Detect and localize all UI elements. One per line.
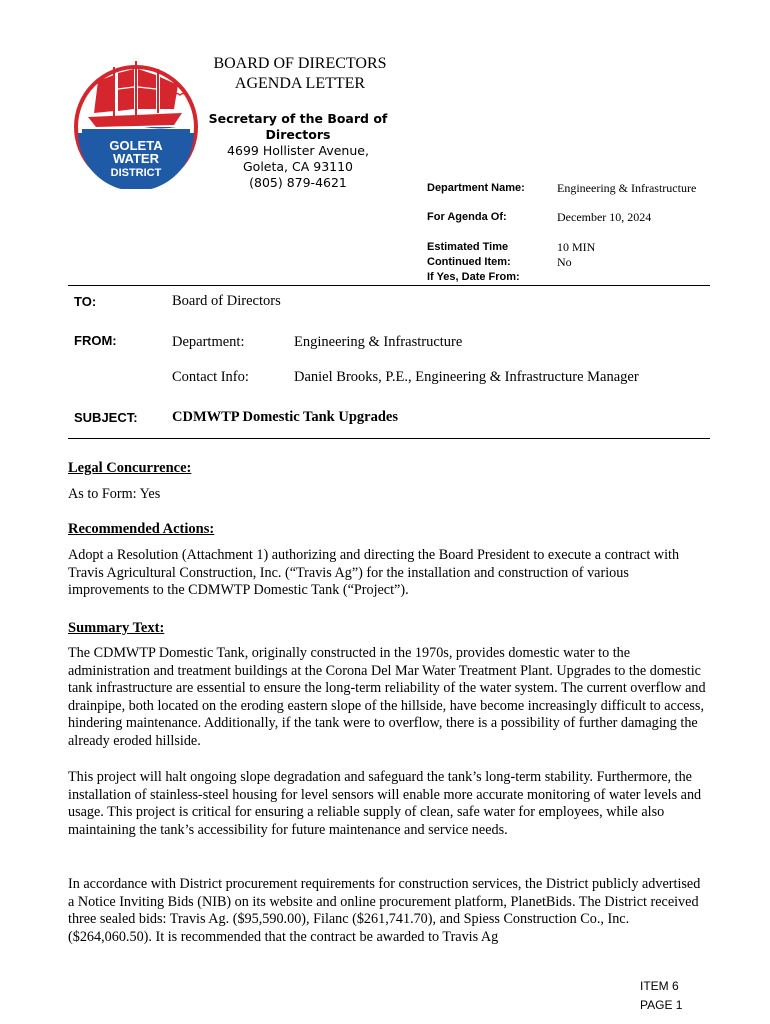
phone-number: (805) 879-4621 bbox=[249, 175, 347, 190]
if-yes-date-label: If Yes, Date From: bbox=[427, 271, 520, 283]
goleta-water-district-logo bbox=[74, 55, 198, 189]
summary-text-heading: Summary Text: bbox=[68, 620, 165, 636]
secretary-line-2: Directors bbox=[265, 127, 331, 142]
agenda-of-label: For Agenda Of: bbox=[427, 211, 507, 223]
summary-paragraph-3: In accordance with District procurement requirements for construction services, the District publicly advertised a Notice Inviting Bids (NIB) on its website and online procurement platform, PlanetBids. The District received three sealed bids: Travis Ag. ($95,590.00), Filanc ($261,741.70), and Spiess Construction Co., Inc. ($264,060.50). It is recommended that the contract be awarded to Travis Ag bbox=[68, 876, 701, 945]
estimated-time-value: 10 MIN bbox=[557, 240, 596, 254]
header-title-2: AGENDA LETTER bbox=[234, 75, 366, 92]
legal-concurrence-heading: Legal Concurrence: bbox=[68, 460, 192, 476]
logo-text-goleta: GOLETA bbox=[109, 138, 163, 153]
header-title-1: BOARD OF DIRECTORS bbox=[213, 55, 387, 72]
department-name-label: Department Name: bbox=[427, 182, 525, 194]
estimated-time-label: Estimated Time bbox=[427, 241, 509, 253]
logo-text-water: WATER bbox=[113, 151, 159, 166]
summary-paragraph-2: This project will halt ongoing slope degradation and safeguard the tank’s long-term stability. Furthermore, the installation of stainless-steel housing for level sensors will enable more accurate monitoring of water levels and usage. This project is critical for ensuring a reliable supply of clean, safe water for employees, while also maintaining the tank’s accessibility for future maintenance and service needs. bbox=[68, 769, 702, 838]
secretary-line-1: Secretary of the Board of bbox=[208, 111, 388, 126]
subject-label: SUBJECT: bbox=[74, 410, 138, 425]
department-value: Engineering & Infrastructure bbox=[294, 334, 463, 350]
logo-text-district: DISTRICT bbox=[110, 167, 162, 179]
department-name-value: Engineering & Infrastructure bbox=[557, 181, 697, 195]
subject-rule bbox=[68, 438, 710, 439]
subject-value: CDMWTP Domestic Tank Upgrades bbox=[172, 409, 398, 425]
item-number: ITEM 6 bbox=[640, 979, 679, 993]
department-key: Department: bbox=[172, 334, 245, 350]
to-value: Board of Directors bbox=[172, 293, 281, 309]
summary-paragraph-1: The CDMWTP Domestic Tank, originally constructed in the 1970s, provides domestic water to the administration and treatment buildings at the Corona Del Mar Water Treatment Plant. Upgrades to the domestic tank infrastructure are essential to ensure the long-term reliability of the water system. The current overflow and drainpipe, both located on the eroding eastern slope of the hillside, have become increasingly difficult to access, hindering maintenance. Additionally, if the tank were to overflow, there is a possibility of further damaging the already eroded hillside. bbox=[68, 645, 706, 749]
to-label: TO: bbox=[74, 294, 97, 309]
continued-item-label: Continued Item: bbox=[427, 256, 511, 268]
recommended-actions-heading: Recommended Actions: bbox=[68, 521, 215, 537]
address-line-2: Goleta, CA 93110 bbox=[242, 159, 354, 174]
legal-concurrence-text: As to Form: Yes bbox=[68, 486, 161, 502]
address-line-1: 4699 Hollister Avenue, bbox=[227, 143, 369, 158]
agenda-of-value: December 10, 2024 bbox=[557, 210, 652, 224]
from-label: FROM: bbox=[74, 333, 117, 348]
header-rule bbox=[68, 285, 710, 286]
continued-item-value: No bbox=[557, 255, 572, 269]
contact-info-key: Contact Info: bbox=[172, 369, 249, 385]
page-number: PAGE 1 bbox=[640, 998, 683, 1012]
contact-info-value: Daniel Brooks, P.E., Engineering & Infrastructure Manager bbox=[294, 369, 639, 385]
recommended-actions-text: Adopt a Resolution (Attachment 1) authorizing and directing the Board President to execute a contract with Travis Agricultural Construction, Inc. (“Travis Ag”) for the installation and construction of various improvements to the CDMWTP Domestic Tank (“Project”). bbox=[68, 547, 680, 599]
